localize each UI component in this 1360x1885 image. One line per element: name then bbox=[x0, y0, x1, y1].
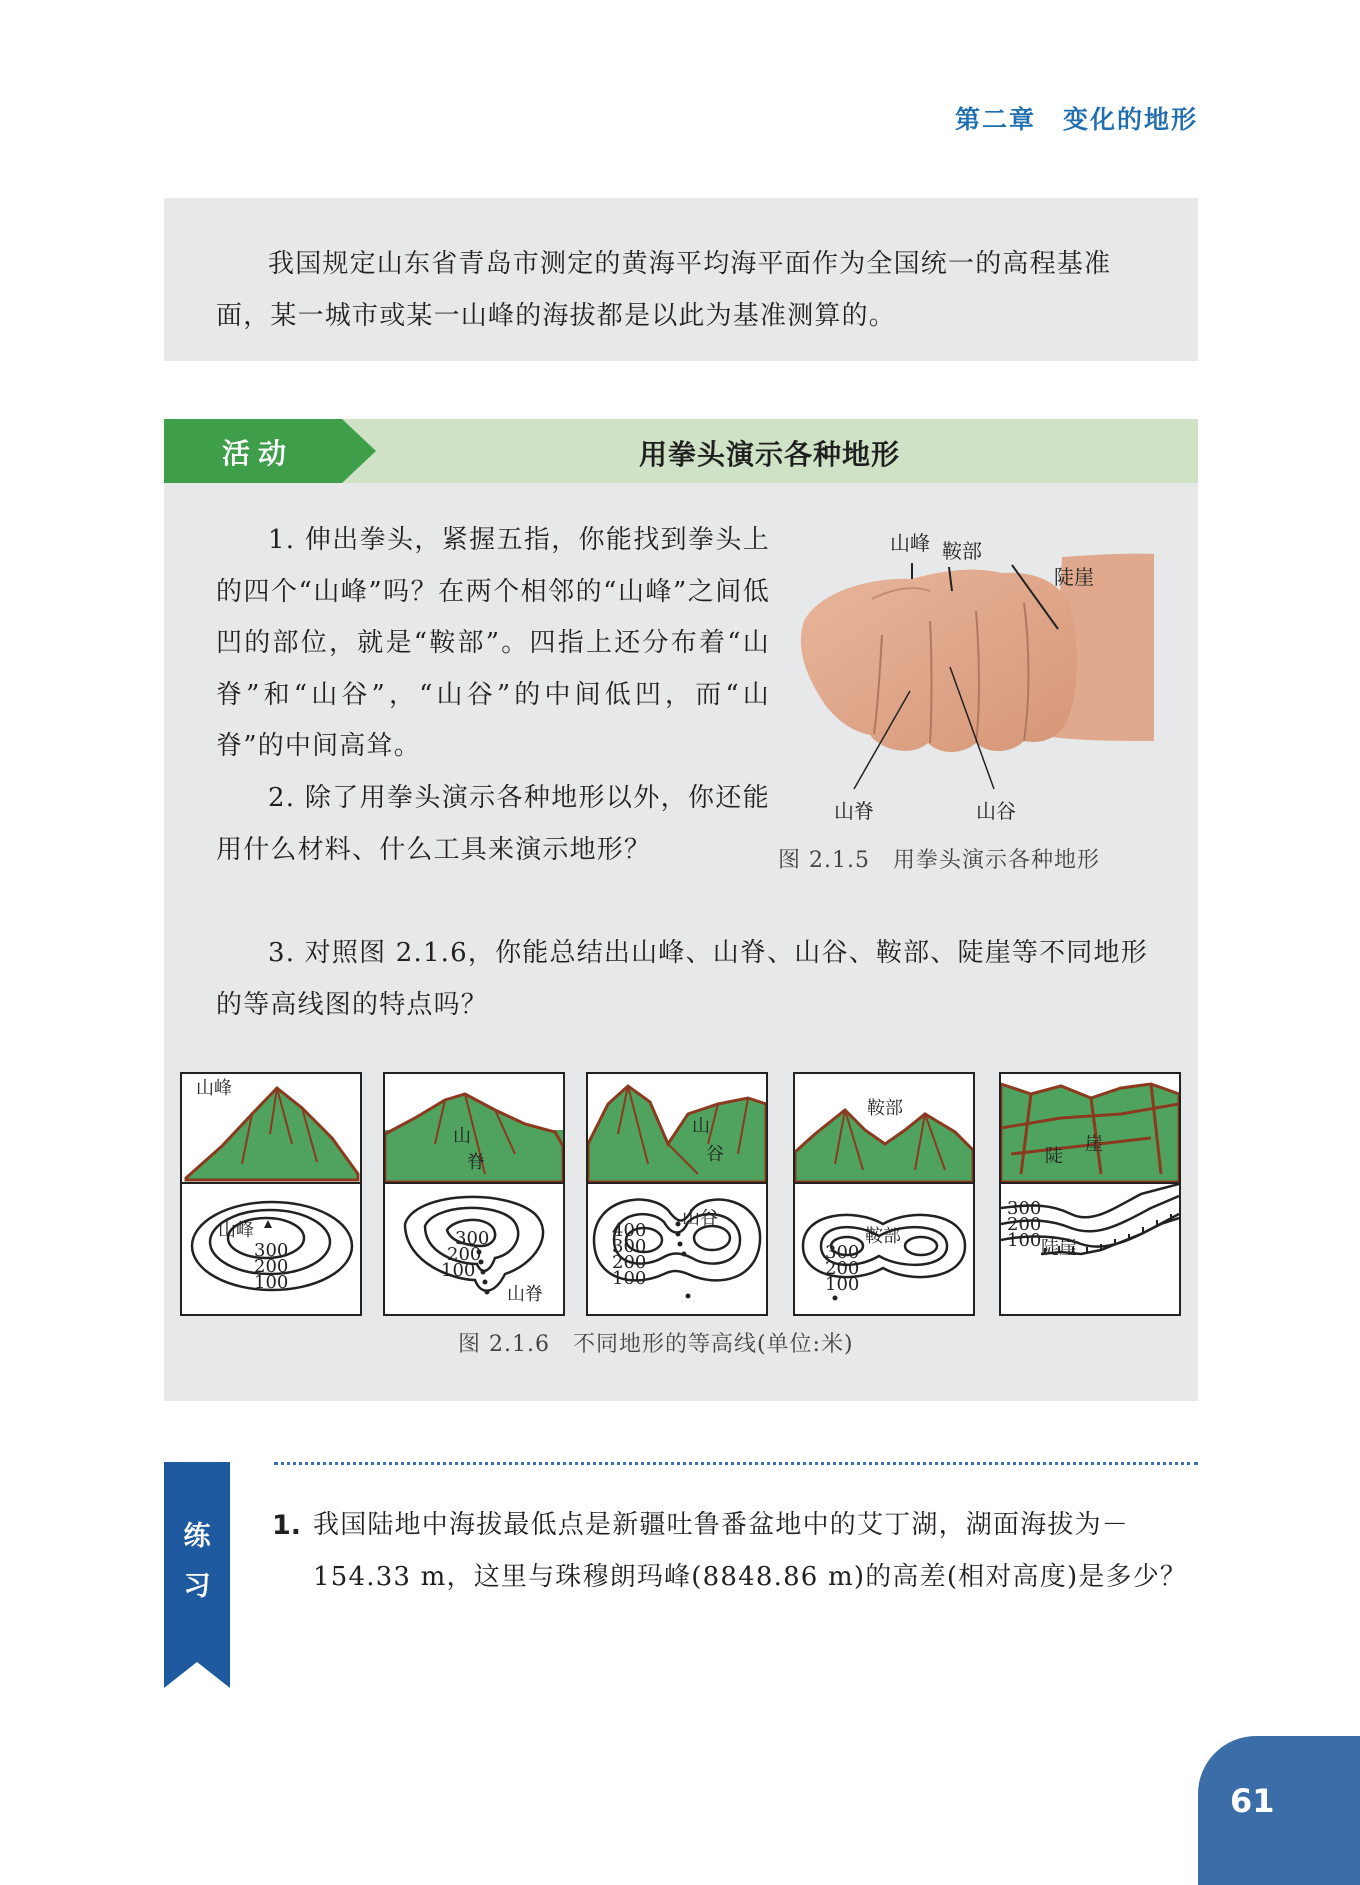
fist-label-peak: 山峰 bbox=[890, 531, 930, 555]
exercise-tab bbox=[164, 1462, 230, 1688]
cliff-top-label-2: 崖 bbox=[1085, 1134, 1103, 1155]
valley-landscape bbox=[588, 1074, 766, 1184]
contour-panel-ridge bbox=[383, 1072, 565, 1316]
fist-figure-caption: 图 2.1.5 用拳头演示各种地形 bbox=[778, 848, 1100, 873]
fist-illustration bbox=[762, 519, 1162, 849]
valley-contour-200: 200 bbox=[612, 1252, 647, 1273]
saddle-landscape bbox=[795, 1074, 973, 1184]
activity-header bbox=[164, 419, 1198, 483]
peak-contour-300: 300 bbox=[254, 1240, 289, 1261]
cliff-contour bbox=[1001, 1184, 1179, 1314]
activity-paragraph-1: 1. 伸出拳头，紧握五指，你能找到拳头上的四个“山峰”吗？在两个相邻的“山峰”之间低凹的部位，就是“鞍部”。四指上还分布着“山脊”和“山谷”，“山谷”的中间低凹，而“山脊”的中间高耸。 bbox=[216, 525, 770, 761]
contour-panel-cliff bbox=[999, 1072, 1181, 1316]
exercise-number: 1. bbox=[272, 1510, 302, 1541]
peak-contour-label: 山峰 bbox=[218, 1220, 254, 1241]
peak-contour-100: 100 bbox=[254, 1272, 289, 1293]
fist-figure bbox=[762, 519, 1162, 849]
activity-paragraph-3: 3. 对照图 2.1.6，你能总结出山峰、山脊、山谷、鞍部、陡崖等不同地形的等高线图的特点吗？ bbox=[216, 938, 1148, 1020]
cliff-contour-300: 300 bbox=[1007, 1198, 1042, 1219]
saddle-contour-300: 300 bbox=[825, 1242, 860, 1263]
fist-label-valley: 山谷 bbox=[976, 799, 1016, 823]
contour-panel-peak bbox=[180, 1072, 362, 1316]
cliff-top-label-1: 陡 bbox=[1045, 1146, 1063, 1167]
contour-panel-saddle bbox=[793, 1072, 975, 1316]
saddle-contour-label: 鞍部 bbox=[865, 1226, 901, 1247]
cliff-contour-label: 陡崖 bbox=[1041, 1238, 1077, 1259]
saddle-contour-lines bbox=[795, 1184, 973, 1314]
contour-panel-valley bbox=[586, 1072, 768, 1316]
cliff-contour-200: 200 bbox=[1007, 1214, 1042, 1235]
valley-contour-100: 100 bbox=[612, 1268, 647, 1289]
saddle-contour-100: 100 bbox=[825, 1274, 860, 1295]
ridge-top-label-2: 脊 bbox=[467, 1152, 485, 1173]
saddle-contour bbox=[795, 1184, 973, 1314]
fist-label-ridge: 山脊 bbox=[834, 799, 874, 823]
peak-contour-200: 200 bbox=[254, 1256, 289, 1277]
activity-box bbox=[164, 419, 1198, 1401]
ridge-contour-200: 200 bbox=[447, 1244, 482, 1265]
activity-paragraph-2: 2. 除了用拳头演示各种地形以外，你还能用什么材料、什么工具来演示地形？ bbox=[216, 783, 770, 865]
valley-contour bbox=[588, 1184, 766, 1314]
exercise-divider bbox=[274, 1462, 1198, 1465]
exercise-tab-char-2: 习 bbox=[183, 1571, 211, 1602]
ridge-contour bbox=[385, 1184, 563, 1314]
ridge-landscape bbox=[385, 1074, 563, 1184]
valley-mountain-drawing bbox=[588, 1074, 766, 1182]
ridge-contour-100: 100 bbox=[441, 1260, 476, 1281]
saddle-top-label: 鞍部 bbox=[867, 1098, 903, 1119]
peak-contour bbox=[182, 1184, 360, 1314]
ridge-top-label-1: 山 bbox=[453, 1126, 471, 1147]
exercise-tab-char-1: 练 bbox=[183, 1521, 211, 1552]
fist-label-saddle: 鞍部 bbox=[942, 539, 982, 563]
page-number-tab bbox=[1198, 1736, 1360, 1885]
note-text: 我国规定山东省青岛市测定的黄海平均海平面作为全国统一的高程基准面，某一城市或某一山峰的海拔都是以此为基准测算的。 bbox=[216, 249, 1112, 331]
exercise-text: 我国陆地中海拔最低点是新疆吐鲁番盆地中的艾丁湖，湖面海拔为－154.33 m，这里与珠穆朗玛峰(8848.86 m)的高差(相对高度)是多少？ bbox=[313, 1510, 1188, 1592]
activity-tag: 活动 bbox=[222, 437, 295, 470]
contour-figure-caption: 图 2.1.6 不同地形的等高线(单位:米) bbox=[458, 1332, 854, 1357]
valley-top-label-1: 山 bbox=[692, 1116, 710, 1137]
valley-top-label-2: 谷 bbox=[706, 1144, 724, 1165]
ridge-contour-300: 300 bbox=[455, 1228, 490, 1249]
peak-top-label: 山峰 bbox=[196, 1078, 232, 1099]
activity-title: 用拳头演示各种地形 bbox=[639, 438, 901, 471]
ridge-contour-label: 山脊 bbox=[507, 1284, 543, 1305]
saddle-contour-200: 200 bbox=[825, 1258, 860, 1279]
chapter-header: 第二章 变化的地形 bbox=[954, 105, 1198, 134]
cliff-mountain-drawing bbox=[1001, 1074, 1179, 1182]
valley-contour-300: 300 bbox=[612, 1236, 647, 1257]
note-box bbox=[164, 198, 1198, 361]
saddle-mountain-drawing bbox=[795, 1074, 973, 1182]
valley-contour-label: 山谷 bbox=[682, 1208, 718, 1229]
page-number: 61 bbox=[1230, 1782, 1275, 1820]
fist-label-cliff: 陡崖 bbox=[1054, 565, 1094, 589]
cliff-contour-100: 100 bbox=[1007, 1230, 1042, 1251]
cliff-landscape bbox=[1001, 1074, 1179, 1184]
valley-contour-400: 400 bbox=[612, 1220, 647, 1241]
peak-landscape bbox=[182, 1074, 360, 1184]
